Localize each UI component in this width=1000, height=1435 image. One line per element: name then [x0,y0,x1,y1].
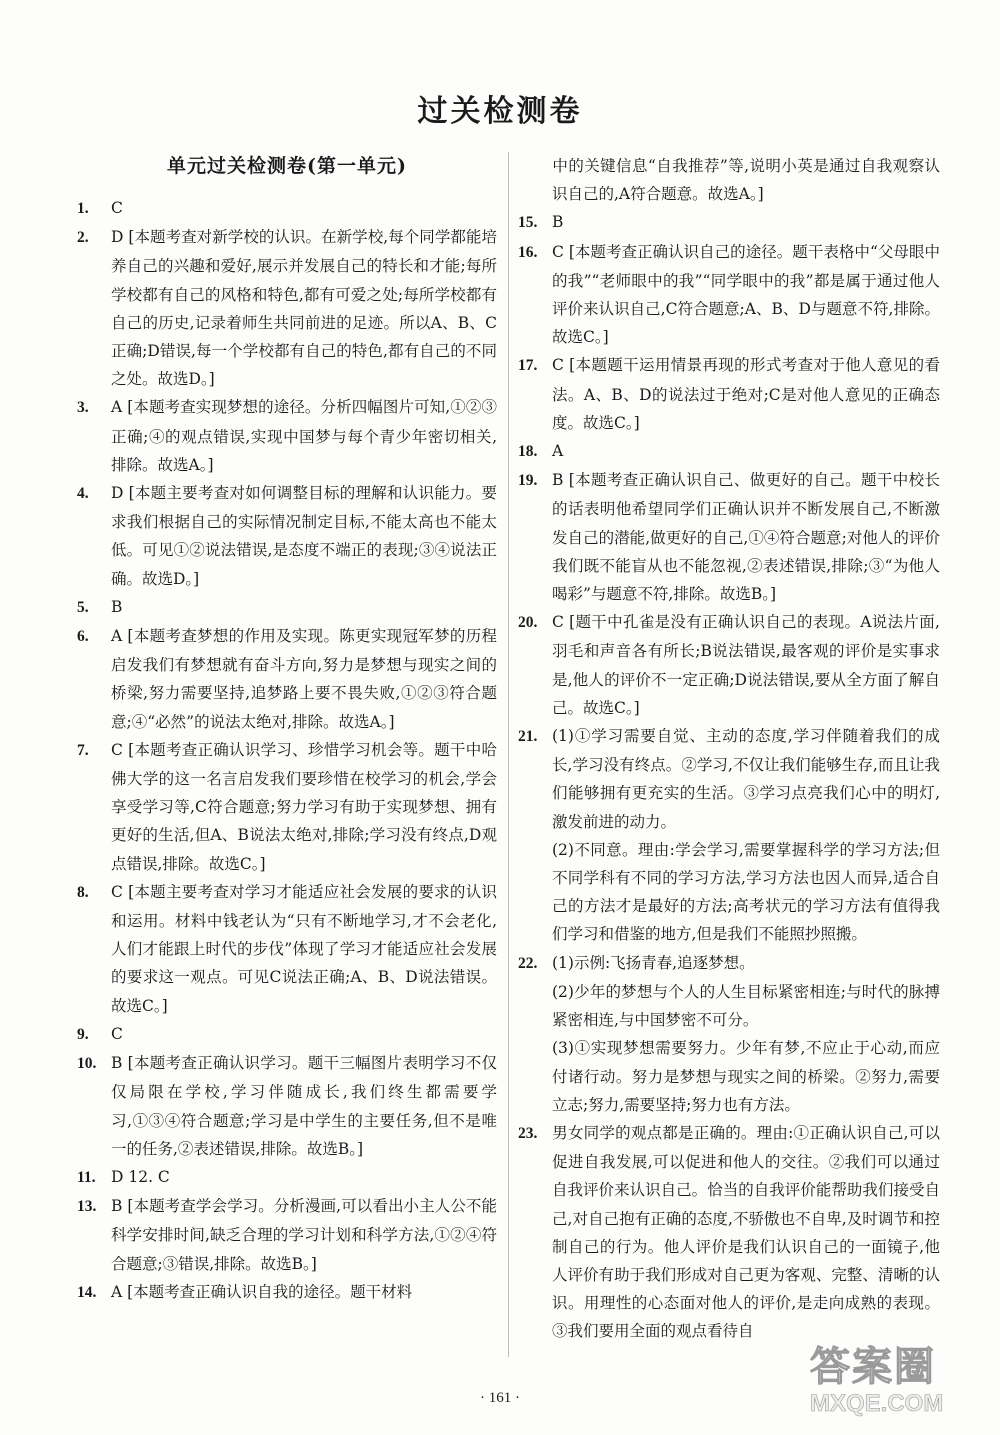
answer-item [77,593,497,622]
page-number: · 161 · [480,1390,520,1406]
answer-item [518,1119,940,1346]
answer-number: 14. [77,1283,97,1301]
answer-list-right [518,152,940,1346]
answer-number: 17. [518,357,538,375]
answer-item [77,393,497,479]
answer-number: 21. [518,728,538,746]
answer-item [518,1034,940,1119]
answer-item [77,1020,497,1049]
answer-number: 20. [518,614,538,632]
answer-text: (1)示例:飞扬青春,追逐梦想。 [552,953,755,972]
answer-text: B [552,213,564,232]
answer-item [518,238,940,352]
answer-number: 1. [77,200,89,217]
answer-text: (1)①学习需要自觉、主动的态度,学习伴随着我们的成长,学习没有终点。②学习,不仅让我们能够生存,而且让我们能够拥有更充实的生活。③学习点亮我们心中的明灯,激发前进的动力。 [552,727,940,831]
answer-item [518,351,940,437]
answer-text: D 12. C [111,1167,170,1186]
answer-text: (3)①实现梦想需要努力。少年有梦,不应止于心动,而应付诸行动。努力是梦想与现实之间的桥梁。②努力,需要立志;努力,需要坚持;努力也有方法。 [552,1039,940,1114]
left-column [77,152,497,1307]
watermark-text-cn: 答案圈 [810,1345,936,1389]
answer-item [518,722,940,836]
answer-text: B [本题考查学会学习。分析漫画,可以看出小主人公不能科学安排时间,缺乏合理的学习计划和科学方法,①②④符合题意;③错误,排除。故选B。] [111,1197,497,1273]
answer-item [518,208,940,237]
answer-item [77,223,497,393]
answer-text: C [本题考查正确认识学习、珍惜学习机会等。题干中哈佛大学的这一名言启发我们要珍惜在校学习的机会,学会享受学习等,C符合题意;努力学习有助于实现梦想、拥有更好的生活,但A、B说法太绝对,排除;学习没有终点,D观点错误,排除。故选C。] [111,740,497,873]
answer-item [77,1049,497,1163]
answer-item [518,152,940,208]
answer-number: 10. [77,1055,97,1073]
answer-item [518,608,940,722]
column-divider [508,152,509,1357]
answer-text: C [111,1024,123,1043]
answer-number: 5. [77,598,89,616]
answer-item [77,1163,497,1192]
section-title: 单元过关检测卷(第一单元) [167,155,407,177]
answer-text: C [本题主要考查对学习才能适应社会发展的要求的认识和运用。材料中钱老认为“只有不断地学习,才不会老化,人们才能跟上时代的步伐”体现了学习才能适应社会发展的要求这一观点。可见C说法正确;A、B、D说法错误。故选C。] [111,882,497,1015]
right-column [518,152,940,1346]
answer-number: 16. [518,243,538,261]
answer-text: A [本题考查实现梦想的途径。分析四幅图片可知,①②③正确;④的观点错误,实现中国梦与每个青少年密切相关,排除。故选A。] [111,398,497,474]
answer-item [77,736,497,878]
answer-number: 23. [518,1124,538,1142]
answer-text: A [本题考查梦想的作用及实现。陈更实现冠军梦的历程启发我们有梦想就有奋斗方向,努力是梦想与现实之间的桥梁,努力需要坚持,追梦路上要不畏失败,①②③符合题意;④“必然”的说法太绝对,排除。故选A。] [111,627,497,731]
answer-text: A [552,442,564,461]
answer-number: 6. [77,628,89,646]
answer-text: C [本题题干运用情景再现的形式考查对于他人意见的看法。A、B、D的说法过于绝对;C是对他人意见的正确态度。故选C。] [552,356,940,432]
answer-item [77,1192,497,1278]
answer-item [77,194,497,223]
answer-number: 13. [77,1198,97,1216]
answer-list-left [77,194,497,1307]
answer-item [518,437,940,466]
answer-item [518,836,940,949]
answer-text: 男女同学的观点都是正确的。理由:①正确认识自己,可以促进自我发展,可以促进和他人的交往。②我们可以通过自我评价来认识自己。恰当的自我评价能帮助我们接受自己,对自己抱有正确的态度,不骄傲也不自卑,及时调节和控制自己的行为。他人评价是我们认识自己的一面镜子,他人评价有助于我们形成对自己更为客观、完整、清晰的认识。用理性的心态面对他人的评价,是走向成熟的表现。③我们要用全面的观点看待自 [552,1123,940,1341]
answer-number: 2. [77,229,89,247]
answer-text: (2)不同意。理由:学会学习,需要掌握科学的学习方法;但不同学科有不同的学习方法,学习方法也因人而异,适合自己的方法才是最好的方法;高考状元的学习方法有值得我们学习和借鉴的地方,但是我们不能照抄照搬。 [552,840,940,944]
answer-item [77,878,497,1020]
page-title: 过关检测卷 [417,94,583,129]
answer-number: 4. [77,485,89,503]
watermark-text-en: MXQE.COM [810,1390,944,1417]
answer-text: D [本题主要考查对如何调整目标的理解和认识能力。要求我们根据自己的实际情况制定目标,不能太高也不能太低。可见①②说法错误,是态度不端正的表现;③④说法正确。故选D。] [111,484,497,588]
answer-number: 11. [77,1168,96,1186]
answer-text: B [本题考查正确认识自己、做更好的自己。题干中校长的话表明他希望同学们正确认识并不断发展自己,不断激发自己的潜能,做更好的自己,①④符合题意;对他人的评价我们既不能盲从也不能忽视,②表述错误,排除;③“为他人喝彩”与题意不符,排除。故选B。] [552,471,940,604]
answer-text: B [111,597,123,616]
watermark-logo [810,1335,990,1430]
answer-number: 7. [77,741,89,759]
answer-text: 中的关键信息“自我推荐”等,说明小英是通过自我观察认识自己的,A符合题意。故选A。] [552,157,940,204]
answer-item [77,479,497,593]
answer-number: 18. [518,443,538,461]
answer-item [77,1278,497,1307]
answer-item [518,978,940,1034]
answer-text: C [本题考查正确认识自己的途径。题干表格中“父母眼中的我”“老师眼中的我”“同学眼中的我”都是属于通过他人评价来认识自己,C符合题意;A、B、D与题意不符,排除。故选C。] [552,242,940,347]
answer-number: 9. [77,1025,89,1043]
answer-text: B [本题考查正确认识学习。题干三幅图片表明学习不仅仅局限在学校,学习伴随成长,我们终生都需要学习,①③④符合题意;学习是中学生的主要任务,但不是唯一的任务,②表述错误,排除。故选B。] [111,1054,497,1158]
answer-text: C [题干中孔雀是没有正确认识自己的表现。A说法片面,羽毛和声音各有所长;B说法错误,最客观的评价是实事求是,他人的评价不一定正确;D说法错误,要从全方面了解自己。故选C。] [552,613,940,717]
answer-item [518,949,940,978]
answer-number: 22. [518,954,538,972]
answer-item [77,622,497,736]
answer-text: (2)少年的梦想与个人的人生目标紧密相连;与时代的脉搏紧密相连,与中国梦密不可分。 [552,982,940,1030]
answer-number: 19. [518,472,538,490]
answer-number: 15. [518,214,538,232]
answer-number: 3. [77,399,89,417]
answer-text: A [本题考查正确认识自我的途径。题干材料 [111,1282,413,1301]
answer-number: 8. [77,883,89,901]
answer-item [518,466,940,608]
answer-text: C [111,199,123,217]
answer-text: D [本题考查对新学校的认识。在新学校,每个同学都能培养自己的兴趣和爱好,展示并发展自己的特长和才能;每所学校都有自己的风格和特色,都有可爱之处;每所学校都有自己的历史,记录着师生共同前进的足迹。所以A、B、C正确;D错误,每一个学校都有自己的特色,都有自己的不同之处。故选D。] [111,228,497,389]
